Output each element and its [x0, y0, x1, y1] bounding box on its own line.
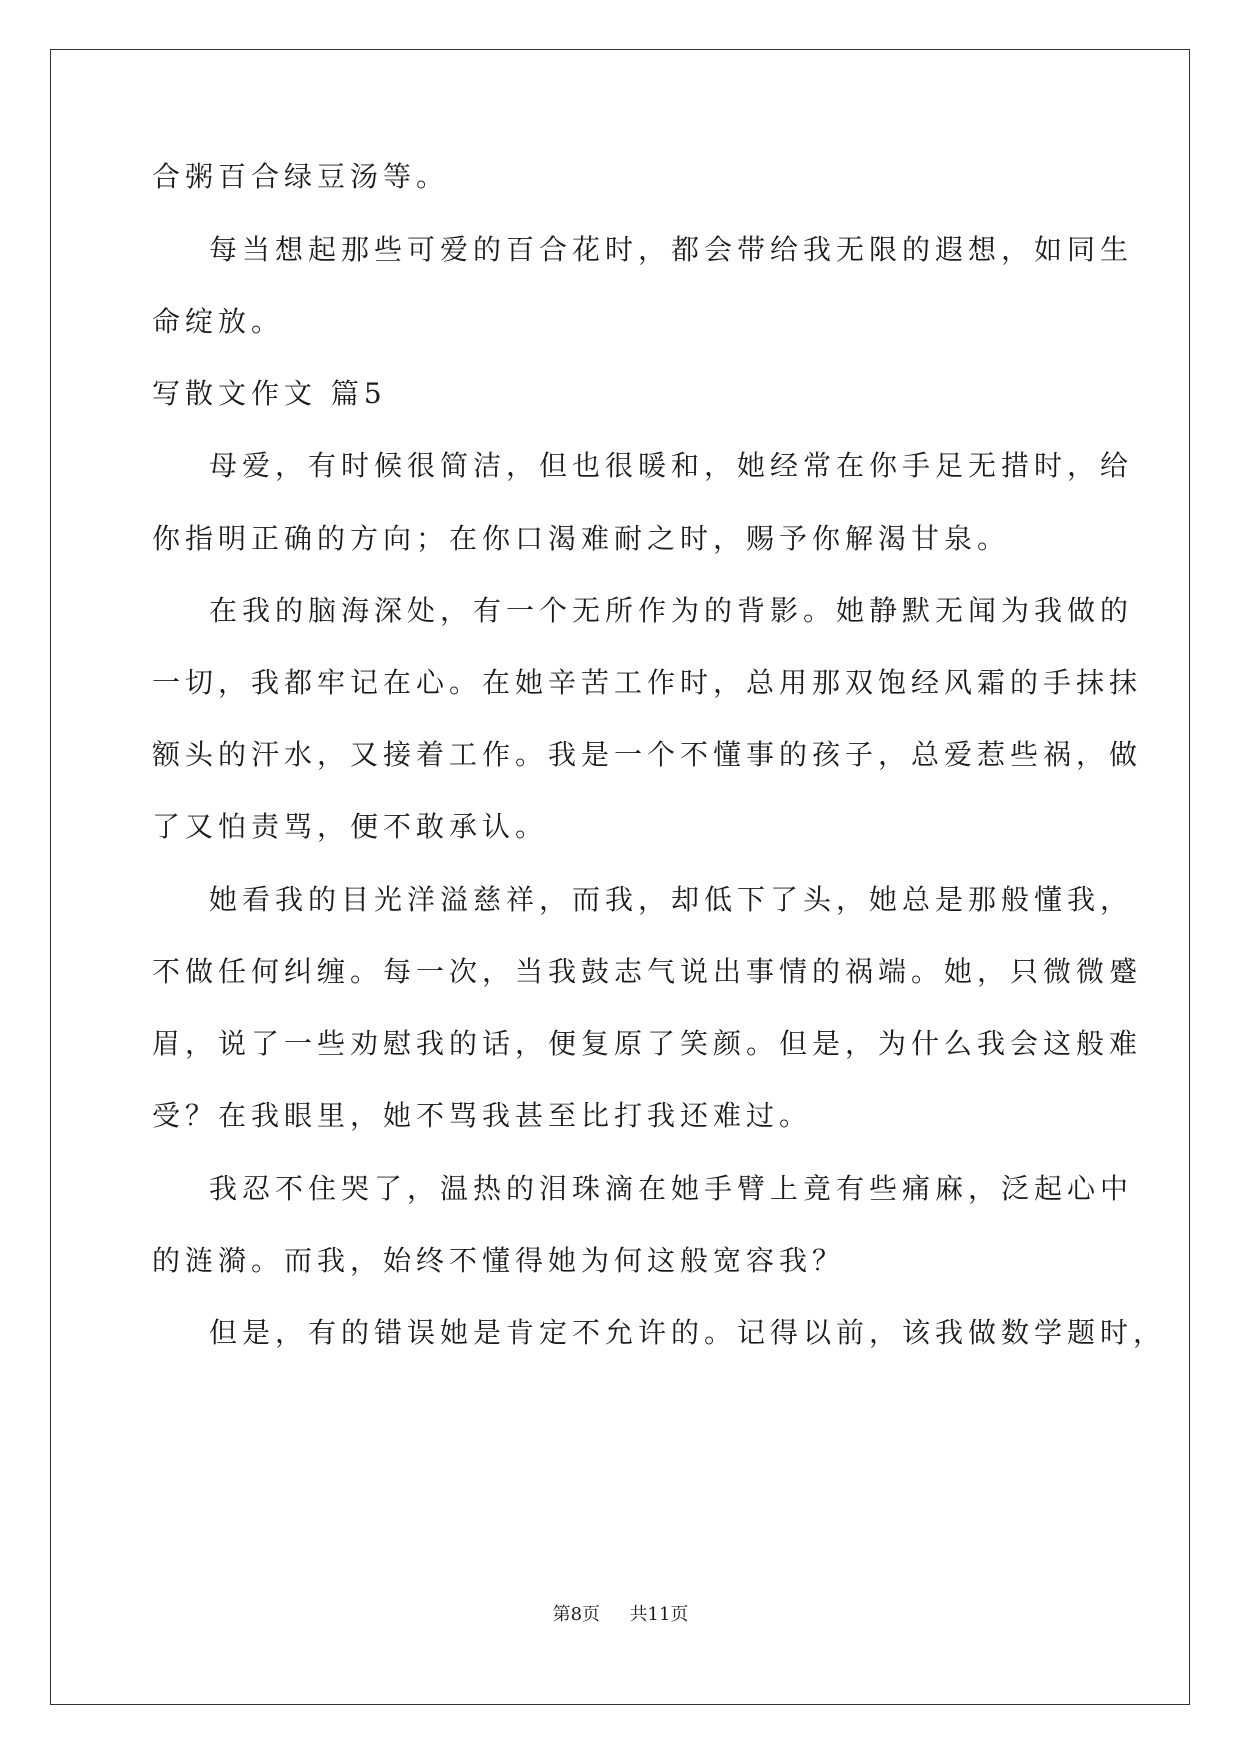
text-line: 眉，说了一些劝慰我的话，便复原了笑颜。但是，为什么我会这般难	[152, 1027, 1143, 1060]
text-line: 命绽放。	[152, 305, 285, 338]
text-line: 额头的汗水，又接着工作。我是一个不懂事的孩子，总爱惹些祸，做	[152, 738, 1143, 771]
page-number-current: 第8页	[552, 1604, 601, 1625]
page-border	[50, 49, 1190, 1705]
section-heading: 写散文作文 篇5	[152, 377, 387, 410]
text-line: 的涟漪。而我，始终不懂得她为何这般宽容我？	[152, 1244, 846, 1277]
text-line: 不做任何纠缠。每一次，当我鼓志气说出事情的祸端。她，只微微蹙	[152, 955, 1143, 988]
text-line: 我忍不住哭了，温热的泪珠滴在她手臂上竟有些痛麻，泛起心中	[209, 1172, 1134, 1205]
text-line: 合粥百合绿豆汤等。	[152, 160, 450, 193]
text-line: 母爱，有时候很简洁，但也很暖和，她经常在你手足无措时，给	[209, 449, 1134, 482]
text-line: 了又怕责骂，便不敢承认。	[152, 810, 549, 843]
text-line: 每当想起那些可爱的百合花时，都会带给我无限的遐想，如同生	[209, 233, 1134, 266]
text-line: 她看我的目光洋溢慈祥，而我，却低下了头，她总是那般懂我，	[209, 883, 1134, 916]
text-line: 一切，我都牢记在心。在她辛苦工作时，总用那双饱经风霜的手抹抹	[152, 666, 1143, 699]
text-line: 受？在我眼里，她不骂我甚至比打我还难过。	[152, 1099, 813, 1132]
page-number-total: 共11页	[629, 1604, 689, 1625]
page-footer	[0, 1603, 1241, 1627]
text-line: 在我的脑海深处，有一个无所作为的背影。她静默无闻为我做的	[209, 594, 1134, 627]
text-line: 你指明正确的方向；在你口渴难耐之时，赐予你解渴甘泉。	[152, 522, 1011, 555]
text-line: 但是，有的错误她是肯定不允许的。记得以前，该我做数学题时，	[209, 1316, 1167, 1349]
